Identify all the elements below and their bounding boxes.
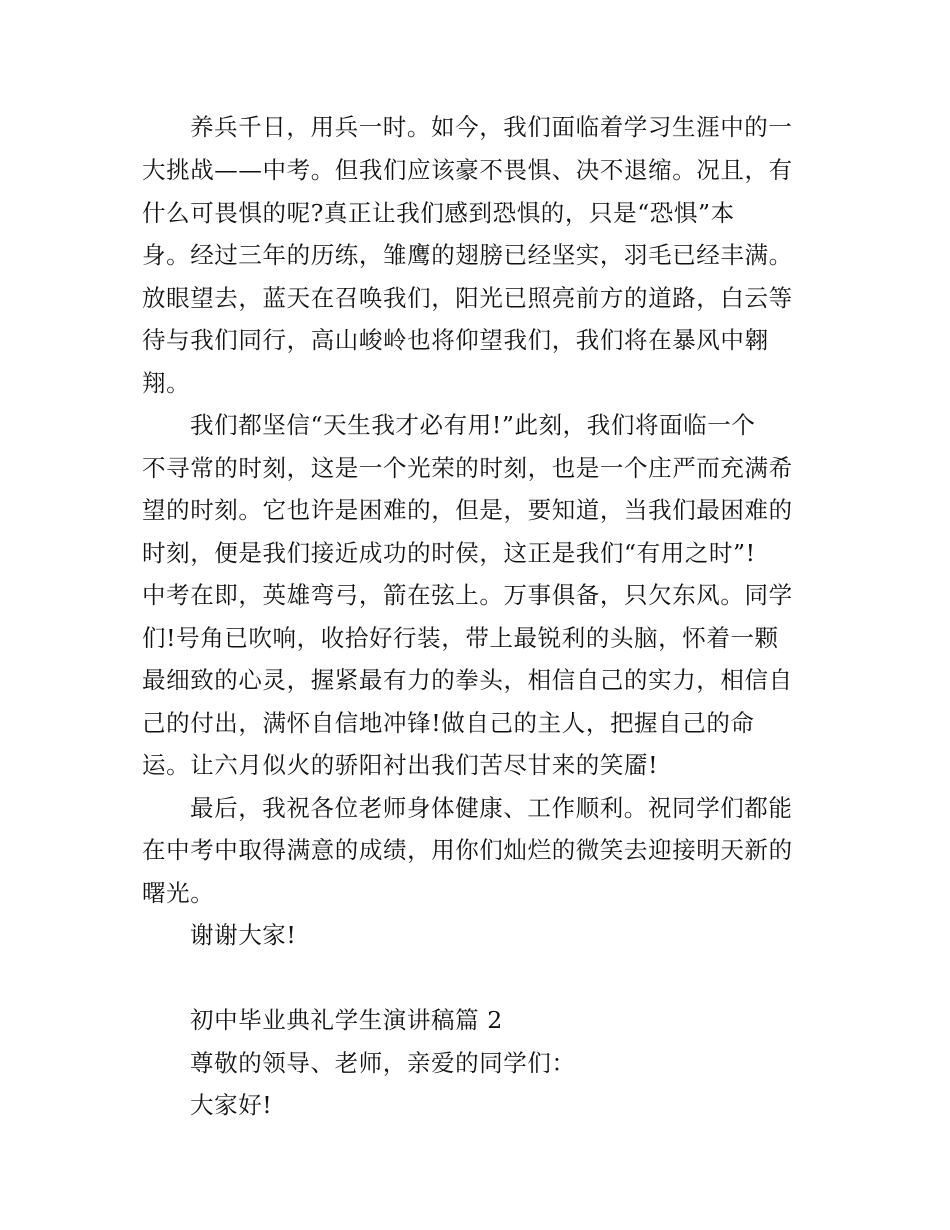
greeting: 大家好! (190, 1091, 273, 1119)
thanks-line: 谢谢大家! (190, 921, 297, 949)
paragraph-2-line-6: 们!号角已吹响，收拾好行装，带上最锐利的头脑，怀着一颗 (142, 624, 779, 652)
paragraph-1-line-1: 养兵千日，用兵一时。如今，我们面临着学习生涯中的一 (190, 113, 793, 141)
paragraph-1-line-6: 待与我们同行，高山峻岭也将仰望我们，我们将在暴风中翱 (142, 326, 769, 354)
paragraph-2-line-5: 中考在即，英雄弯弓，箭在弦上。万事俱备，只欠东风。同学 (142, 581, 793, 609)
paragraph-2-line-4: 时刻，便是我们接近成功的时侯，这正是我们“有用之时”! (142, 539, 756, 567)
paragraph-2-line-1: 我们都坚信“天生我才必有用!”此刻，我们将面临一个 (190, 411, 756, 439)
paragraph-1-line-7: 翔。 (142, 369, 191, 397)
paragraph-2-line-9: 运。让六月似火的骄阳衬出我们苦尽甘来的笑靥! (142, 751, 659, 779)
paragraph-1-line-4: 身。经过三年的历练，雏鹰的翅膀已经坚实，羽毛已经丰满。 (142, 241, 793, 269)
paragraph-1-line-2: 大挑战——中考。但我们应该豪不畏惧、决不退缩。况且，有 (142, 156, 793, 184)
paragraph-3-line-3: 曙光。 (142, 879, 215, 907)
paragraph-2-line-8: 己的付出，满怀自信地冲锋!做自己的主人，把握自己的命 (142, 709, 755, 737)
section-title: 初中毕业典礼学生演讲稿篇 2 (190, 1006, 503, 1034)
paragraph-3-line-1: 最后，我祝各位老师身体健康、工作顺利。祝同学们都能 (190, 794, 793, 822)
paragraph-3-line-2: 在中考中取得满意的成绩，用你们灿烂的微笑去迎接明天新的 (142, 836, 793, 864)
salutation: 尊敬的领导、老师，亲爱的同学们： (190, 1049, 576, 1077)
paragraph-2-line-7: 最细致的心灵，握紧最有力的拳头，相信自己的实力，相信自 (142, 666, 793, 694)
paragraph-1-line-5: 放眼望去，蓝天在召唤我们，阳光已照亮前方的道路，白云等 (142, 284, 793, 312)
paragraph-1-line-3: 什么可畏惧的呢?真正让我们感到恐惧的，只是“恐惧”本 (142, 199, 735, 227)
paragraph-2-line-2: 不寻常的时刻，这是一个光荣的时刻，也是一个庄严而充满希 (142, 454, 793, 482)
paragraph-2-line-3: 望的时刻。它也许是困难的，但是，要知道，当我们最困难的 (142, 496, 793, 524)
